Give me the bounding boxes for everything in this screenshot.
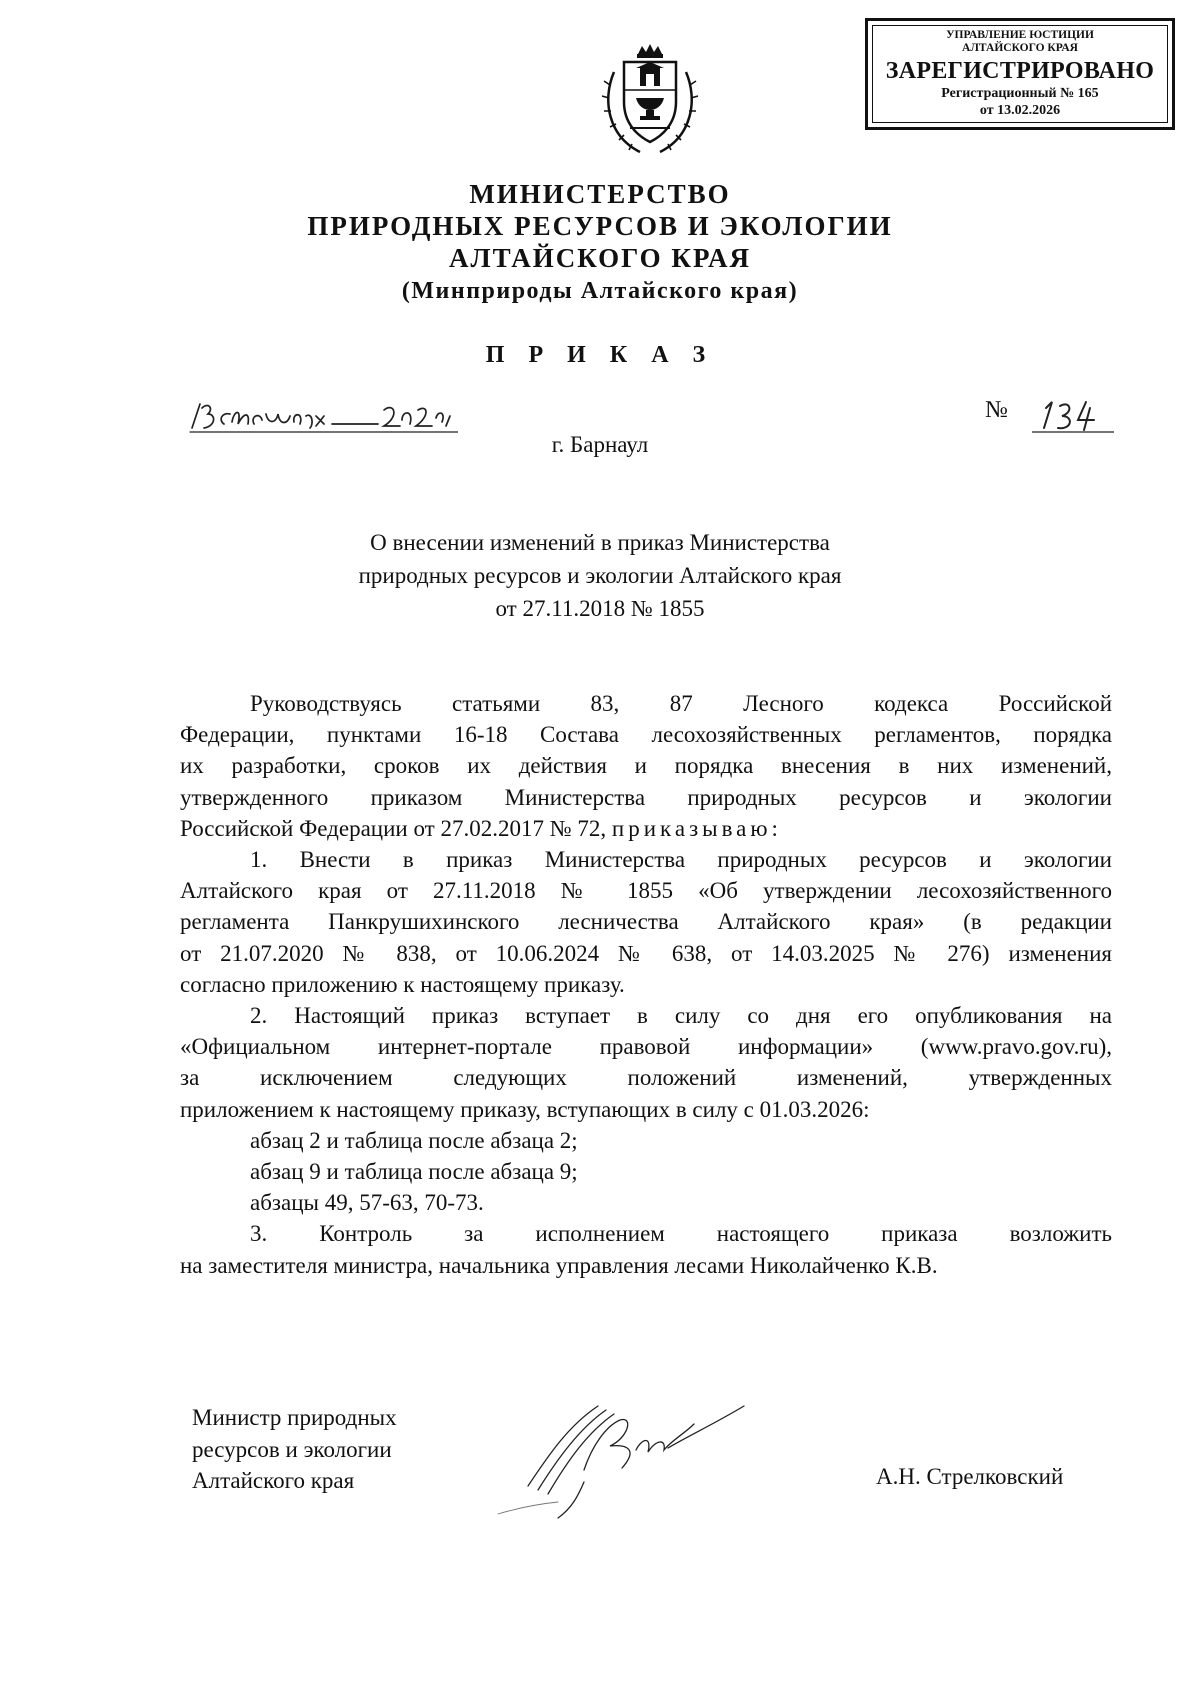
signer-position <box>192 1402 397 1497</box>
handwritten-signature <box>488 1386 768 1526</box>
signer-position-line1: Министр природных <box>192 1405 397 1430</box>
order-title-line1: О внесении изменений в приказ Министерства <box>370 530 830 555</box>
stamp-status: ЗАРЕГИСТРИРОВАНО <box>885 58 1155 84</box>
item1-line4: от 21.07.2020 № 838, от 10.06.2024 № 638, от 14.03.2025 № 276) изменения <box>180 940 1112 966</box>
stamp-reg-date: от 13.02.2026 <box>979 103 1061 118</box>
item2-line2: «Официальном интернет-портале правовой информации» (www.pravo.gov.ru), <box>180 1034 1112 1060</box>
preamble-line2: Федерации, пунктами 16-18 Состава лесохозяйственных регламентов, порядка <box>180 722 1112 748</box>
order-body <box>180 688 1112 1281</box>
ministry-title-line3: АЛТАЙСКОГО КРАЯ <box>448 243 752 273</box>
order-number-sign: № <box>985 397 1008 423</box>
item3-line1: 3. Контроль за исполнением настоящего приказа возложить <box>250 1221 1112 1247</box>
preamble-line5 <box>180 813 1112 844</box>
item1-line5: согласно приложению к настоящему приказу. <box>180 971 625 997</box>
item1-line2: Алтайского края от 27.11.2018 № 1855 «Об утверждении лесохозяйственного <box>180 878 1112 904</box>
item1-line1: 1. Внести в приказ Министерства природных ресурсов и экологии <box>250 847 1112 873</box>
preamble-line3: их разработки, сроков их действия и порядка внесения в них изменений, <box>180 753 1112 779</box>
item3-line2: на заместителя министра, начальника управления лесами Николайченко К.В. <box>180 1252 938 1278</box>
signer-name: А.Н. Стрелковский <box>876 1464 1064 1489</box>
item2-line3: за исключением следующих положений изменений, утвержденных <box>180 1065 1112 1091</box>
coat-of-arms-icon <box>600 40 700 160</box>
order-title-line2: природных ресурсов и экологии Алтайского края <box>358 563 842 588</box>
stamp-authority-line2: АЛТАЙСКОГО КРАЯ <box>962 42 1078 54</box>
order-word: приказываю: <box>611 815 782 841</box>
registration-stamp <box>865 18 1175 130</box>
order-title <box>0 526 1200 625</box>
handwritten-order-number <box>1032 394 1114 436</box>
exception-list-item: абзац 9 и таблица после абзаца 9; <box>250 1159 578 1185</box>
item1-line3: регламента Панкрушихинского лесничества Алтайского края» (в редакции <box>180 909 1112 935</box>
preamble-line4: утвержденного приказом Министерства природных ресурсов и экологии <box>180 784 1112 810</box>
signer-position-line3: Алтайского края <box>192 1468 355 1493</box>
item2-line1: 2. Настоящий приказ вступает в силу со дня его опубликования на <box>250 1003 1112 1029</box>
preamble-line1: Руководствуясь статьями 83, 87 Лесного кодекса Российской <box>250 691 1112 716</box>
exception-list-item: абзац 2 и таблица после абзаца 2; <box>250 1127 578 1153</box>
preamble-line5-text: Российской Федерации от 27.02.2017 № 72, <box>180 815 607 841</box>
document-type: П Р И К А З <box>485 342 715 368</box>
stamp-reg-number: Регистрационный № 165 <box>941 86 1099 101</box>
ministry-short-name: (Минприроды Алтайского края) <box>401 278 799 304</box>
item2-line4: приложением к настоящему приказу, вступающих в силу с 01.03.2026: <box>180 1096 870 1122</box>
city: г. Барнаул <box>551 432 649 457</box>
stamp-authority-line1: УПРАВЛЕНИЕ ЮСТИЦИИ <box>946 29 1094 41</box>
ministry-title-line2: ПРИРОДНЫХ РЕСУРСОВ И ЭКОЛОГИИ <box>307 211 893 241</box>
order-title-line3: от 27.11.2018 № 1855 <box>495 596 705 621</box>
signer-position-line2: ресурсов и экологии <box>192 1436 392 1462</box>
registration-stamp-inner-frame <box>872 25 1168 123</box>
ministry-title-line1: МИНИСТЕРСТВО <box>469 179 731 209</box>
exception-list-item: абзацы 49, 57-63, 70-73. <box>250 1190 484 1216</box>
handwritten-date <box>188 394 458 436</box>
